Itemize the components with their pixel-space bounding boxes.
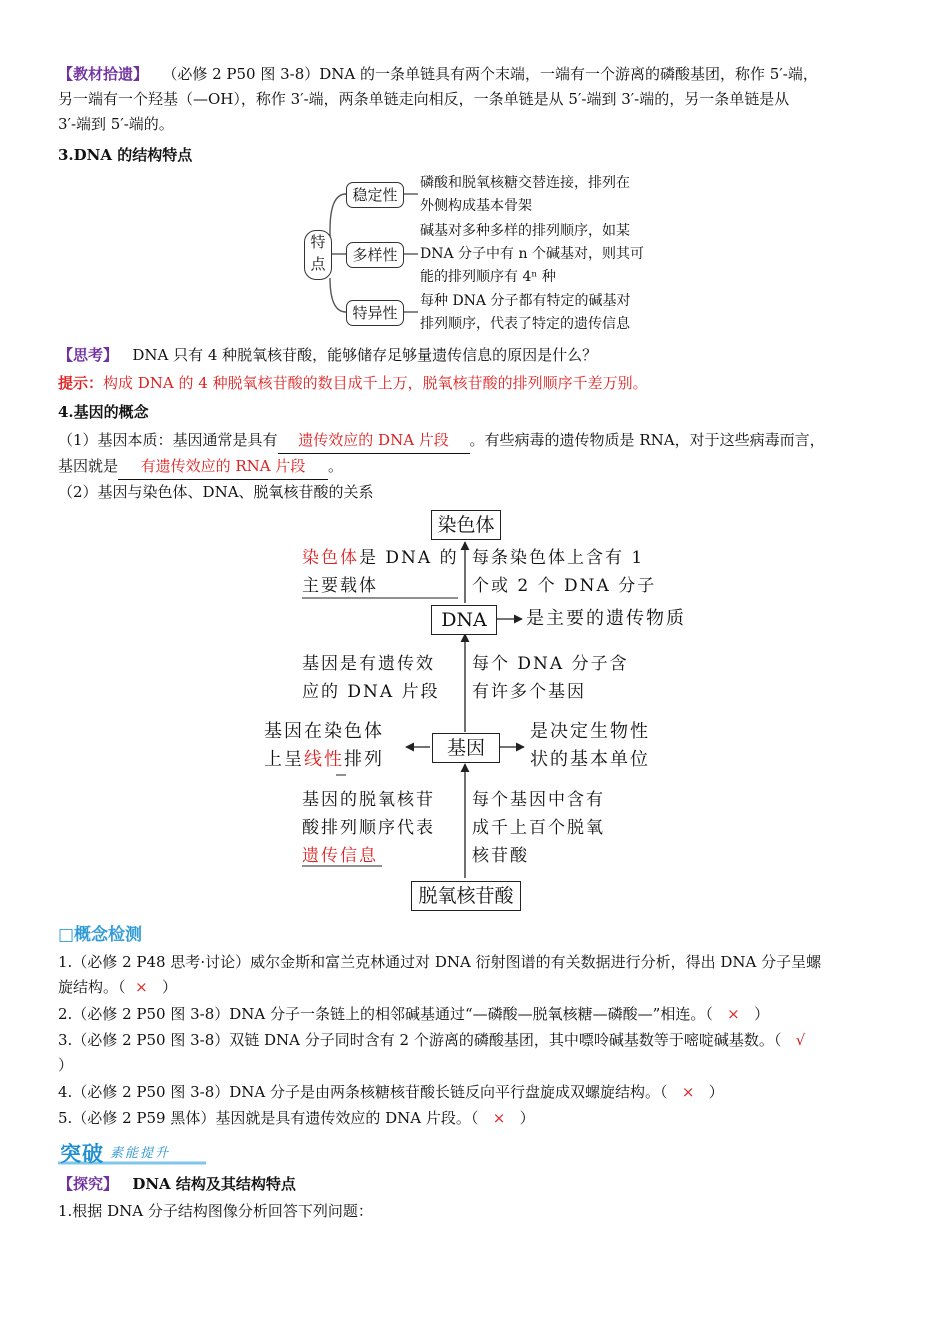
- nuc-right-2: 成千上百个脱氧: [472, 818, 605, 838]
- check-item-3-c: ）: [58, 1056, 74, 1074]
- chromosome-left-note: [302, 544, 459, 600]
- diversity-desc-3: 能的排列顺序有 4ⁿ 种: [420, 269, 556, 285]
- check-item-5-a: 5.（必修 2 P59 黑体）基因就是具有遗传效应的 DNA 片段。（: [58, 1109, 479, 1127]
- specificity-desc-2: 排列顺序，代表了特定的遗传信息: [420, 316, 630, 332]
- p2-blank-answer: 有遗传效应的 RNA 片段: [118, 454, 328, 480]
- diversity-desc-1: 碱基对多种多样的排列顺序，如某: [420, 223, 630, 239]
- section4-title: 4.基因的概念: [58, 403, 149, 421]
- gene-right-2: 有许多个基因: [472, 682, 586, 702]
- gene-diagram: [250, 506, 710, 914]
- chrom-left-red: 染色体: [302, 548, 359, 568]
- p1-blank-answer: 遗传效应的 DNA 片段: [278, 428, 470, 454]
- think-question-row: [58, 343, 888, 368]
- gene-left-1: 基因是有遗传效: [302, 654, 435, 674]
- diversity-desc-2: DNA 分子中有 n 个碱基对，则其可: [420, 246, 644, 262]
- banner-sub: 素能提升: [110, 1146, 171, 1161]
- specificity-desc: [420, 290, 631, 336]
- gene-side-right-2: 状的基本单位: [530, 749, 650, 770]
- nuc-left-2: 酸排列顺序代表: [302, 818, 435, 838]
- check-item-4: [58, 1080, 888, 1105]
- gene-essence-line2: [58, 454, 888, 480]
- gene-essence-line1: [58, 428, 888, 454]
- gene-box: 基因: [432, 733, 500, 763]
- nuc-right-3: 核苷酸: [472, 846, 529, 866]
- check-item-5-mark: ×: [492, 1109, 506, 1127]
- think-tag: 【思考】: [58, 346, 119, 364]
- gene-right-1: 每个 DNA 分子含: [472, 654, 629, 674]
- check-item-2-a: 2.（必修 2 P50 图 3-8）DNA 分子一条链上的相邻碱基通过“—磷酸—脱氧核糖—磷酸—”相连。（: [58, 1005, 713, 1023]
- check-item-4-a: 4.（必修 2 P50 图 3-8）DNA 分子是由两条核糖核苷酸长链反向平行盘旋成双螺旋结构。（: [58, 1083, 668, 1101]
- think-hint-row: [58, 371, 888, 396]
- textbook-note-line1: （必修 2 P50 图 3-8）DNA 的一条单链具有两个末端，一端有一个游离的磷酸基团，称作 5′-端，: [162, 65, 818, 83]
- dna-box: DNA: [431, 605, 497, 635]
- check-item-3: [58, 1028, 888, 1078]
- nuc-right-1: 每个基因中含有: [472, 790, 605, 810]
- gene-side-left-2a: 上呈: [264, 749, 304, 770]
- textbook-note-line3: 3′-端到 5′-端的。: [58, 115, 174, 133]
- stability-desc: [420, 172, 630, 218]
- specificity-desc-1: 每种 DNA 分子都有特定的碱基对: [420, 293, 631, 309]
- gene-side-right-1: 是决定生物性: [530, 721, 650, 742]
- nucleotide-box: 脱氧核苷酸: [411, 881, 521, 911]
- textbook-note-line2: 另一端有一个羟基（—OH），称作 3′-端，两条单链走向相反，一条单链是从 5′-端到 3′-端的，另一条单链是从: [58, 90, 790, 108]
- check-item-2: [58, 1002, 888, 1027]
- check-item-1-b: 旋结构。（: [58, 978, 126, 996]
- explore-row: [58, 1172, 888, 1197]
- gene-side-left-red: 线性: [304, 749, 344, 770]
- check-item-1-mark: ×: [135, 978, 148, 996]
- check-item-1-c: ）: [161, 978, 177, 996]
- dna-right-gene-note: [472, 650, 629, 706]
- hint-label: 提示：: [58, 374, 104, 392]
- chromosome-right-note: [472, 544, 656, 600]
- structure-root: 特点: [304, 230, 332, 280]
- nuc-left-1: 基因的脱氧核苷: [302, 790, 435, 810]
- textbook-note: [58, 62, 888, 137]
- dna-right-note: 是主要的遗传物质: [526, 608, 686, 629]
- p1-suffix: 。有些病毒的遗传物质是 RNA，对于这些病毒而言，: [469, 431, 825, 449]
- check-item-3-a: 3.（必修 2 P50 图 3-8）双链 DNA 分子同时含有 2 个游离的磷酸基团，其中嘌呤碱基数等于嘧啶碱基数。（: [58, 1031, 782, 1049]
- check-item-4-mark: ×: [681, 1083, 695, 1101]
- diversity-label: 多样性: [346, 242, 404, 268]
- section3-title: 3.DNA 的结构特点: [58, 146, 193, 164]
- chrom-right-2: 个或 2 个 DNA 分子: [472, 576, 657, 596]
- chrom-right-1: 每条染色体上含有 1: [472, 548, 645, 568]
- dna-left-note: [302, 650, 440, 706]
- gene-side-left-2b: 排列: [344, 749, 384, 770]
- banner-main: 突破: [60, 1142, 104, 1166]
- gene-relation-intro: （2）基因与染色体、DNA、脱氧核苷酸的关系: [58, 483, 374, 501]
- nuc-left-red: 遗传信息: [302, 846, 378, 866]
- chromosome-box: 染色体: [431, 510, 501, 540]
- check-item-5: [58, 1106, 888, 1131]
- check-item-2-c: ）: [754, 1005, 770, 1023]
- specificity-label: 特异性: [346, 300, 404, 326]
- diversity-desc: [420, 220, 644, 289]
- nucleotide-left-note: [302, 786, 435, 870]
- stability-desc-2: 外侧构成基本骨架: [420, 198, 532, 214]
- hint-text: 构成 DNA 的 4 种脱氧核苷酸的数目成千上万，脱氧核苷酸的排列顺序千差万别。: [103, 374, 648, 392]
- chrom-left-2: 主要载体: [302, 576, 378, 596]
- concept-check-title: □概念检测: [58, 925, 143, 945]
- structure-diagram: [290, 170, 670, 340]
- gene-side-left-1: 基因在染色体: [264, 721, 384, 742]
- stability-desc-1: 磷酸和脱氧核糖交替连接，排列在: [420, 175, 630, 191]
- explore-question-1: 1.根据 DNA 分子结构图像分析回答下列问题：: [58, 1202, 373, 1220]
- check-item-3-mark: √: [795, 1031, 806, 1049]
- gene-side-right-note: [530, 718, 650, 774]
- check-item-5-c: ）: [519, 1109, 535, 1127]
- check-item-1: [58, 950, 888, 1000]
- p2-suffix: 。: [328, 457, 344, 475]
- explore-tag: 【探究】: [58, 1175, 119, 1193]
- nucleotide-right-note: [472, 786, 605, 870]
- check-item-2-mark: ×: [727, 1005, 740, 1023]
- stability-label: 稳定性: [346, 182, 404, 208]
- p1-prefix: （1）基因本质：基因通常是具有: [58, 431, 278, 449]
- gene-side-left-note: [264, 718, 384, 774]
- p2-prefix: 基因就是: [58, 457, 119, 475]
- chrom-left-rest: 是 DNA 的: [359, 548, 459, 568]
- gene-left-2: 应的 DNA 片段: [302, 682, 440, 702]
- check-item-1-a: 1.（必修 2 P48 思考·讨论）威尔金斯和富兰克林通过对 DNA 衍射图谱的有关数据进行分析，得出 DNA 分子呈螺: [58, 953, 822, 971]
- textbook-note-tag: 【教材拾遗】: [58, 65, 149, 83]
- check-item-4-c: ）: [708, 1083, 724, 1101]
- think-question: DNA 只有 4 种脱氧核苷酸，能够储存足够量遗传信息的原因是什么？: [132, 346, 598, 364]
- explore-title: DNA 结构及其结构特点: [132, 1175, 296, 1193]
